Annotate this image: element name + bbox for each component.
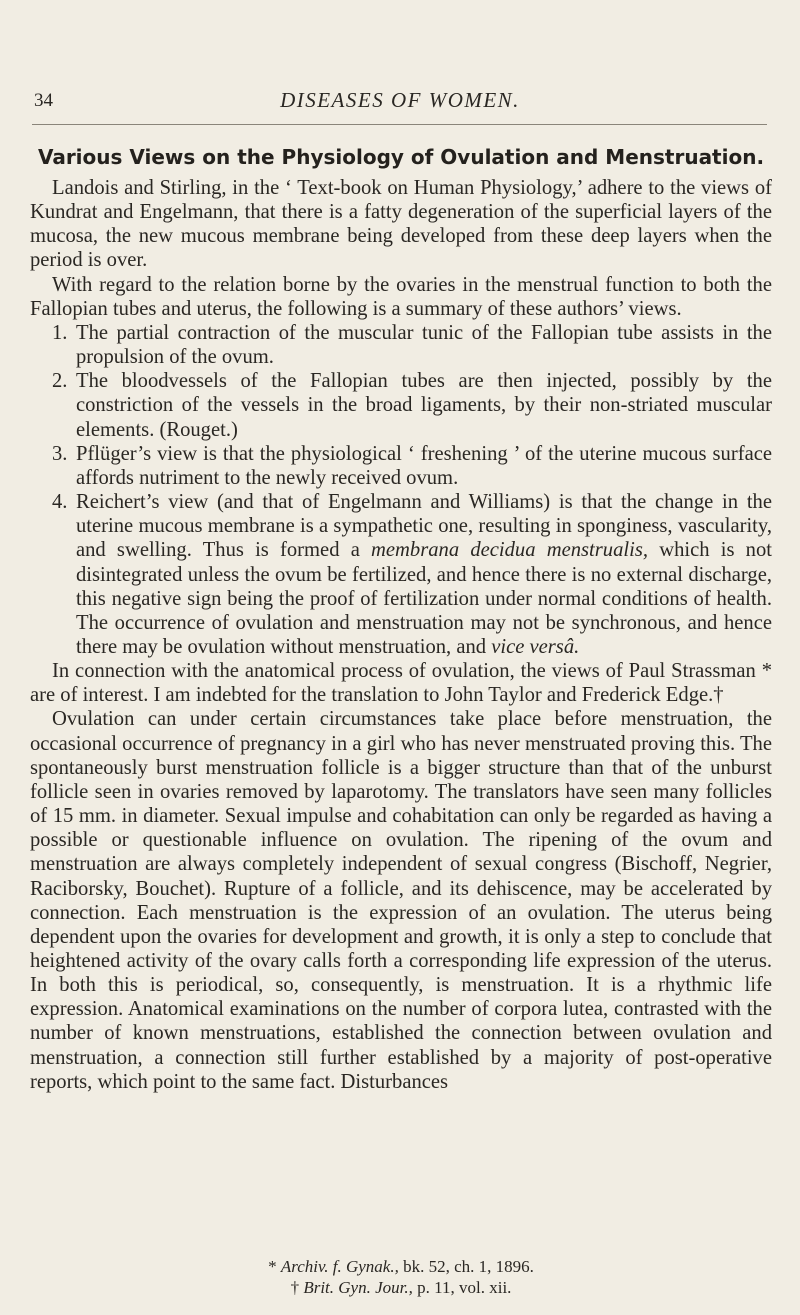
list-number: 1. (52, 321, 68, 344)
list-item-text: The bloodvessels of the Fallopian tubes are then injected, possibly by the constriction of the vessels in the broad ligaments, by their non-striated muscular elements. (Rouget.) (76, 370, 772, 441)
list-item-text: Reichert’s view (and that of Engelmann and Williams) is that the change in the uterine mucous membrane is a sympathetic one, resulting in sponginess, vascularity, and swelling. Thus is formed a (76, 491, 772, 562)
paragraph: Ovulation can under certain circumstances take place before menstruation, the occasional occurrence of pregnancy in a girl who has never menstruated proving this. The spontaneously burst menstruation follicle is a bigger structure than that of the unburst follicle seen in ovaries removed by laparotomy. The translators have seen many follicles of 15 mm. in diameter. Sexual impulse and cohabitation can only be regarded as having a possible or questionable influence on ovulation. The ripening of the ovum and menstruation are always completely independent of sexual congress (Bischoff, Negrier, Raciborsky, Bouchet). Rupture of a follicle, and its dehiscence, may be accelerated by connection. Each menstruation is the expression of an ovulation. The uterus being dependent upon the ovaries for development and growth, it is only a step to conclude that heightened activity of the ovary calls forth a corresponding life expression of the uterus. In both this is periodical, so, consequently, is menstruation. It is a rhythmic life expression. Anatomical examinations on the number of corpora lutea, contrasted with the number of known menstruations, established the connection between ovulation and menstruation, a connection still further established by a majority of post-operative reports, which point to the same fact. Disturbances (30, 708, 772, 1093)
footnote-text: p. 11, vol. xii. (412, 1278, 512, 1297)
header-rule (32, 124, 767, 125)
list-item-text: The partial contraction of the muscular tunic of the Fallopian tube assists in the propulsion of the ovum. (76, 321, 772, 369)
footnote-mark: * (268, 1257, 281, 1276)
body-text (30, 176, 772, 1094)
paragraph: With regard to the relation borne by the ovaries in the menstrual function to both the Fallopian tubes and uterus, the following is a summary of these authors’ views. (30, 273, 772, 320)
paragraph: Landois and Stirling, in the ‘ Text-book on Human Physiology,’ adhere to the views of Kundrat and Engelmann, that there is a fatty degeneration of the superficial layers of the mucosa, the new mucous membrane being developed from these deep layers when the period is over. (30, 177, 772, 272)
list-item (30, 321, 772, 369)
running-title: DISEASES OF WOMEN. (280, 88, 520, 112)
page-header (30, 86, 770, 116)
italic-term: vice versâ. (491, 635, 580, 658)
footnotes (30, 1256, 772, 1298)
footnote (30, 1277, 772, 1298)
list-number: 2. (52, 370, 68, 393)
list-number: 3. (52, 442, 68, 465)
footnote-title: Brit. Gyn. Jour., (303, 1278, 413, 1297)
list-item (30, 442, 772, 490)
footnote-title: Archiv. f. Gynak., (280, 1257, 399, 1276)
list-item (30, 490, 772, 659)
list-item-text: Pflüger’s view is that the physiological ‘ freshening ’ of the uterine mucous surface affords nutriment to the newly received ovum. (76, 442, 772, 489)
footnote-mark: † (290, 1278, 304, 1297)
footnote (30, 1256, 772, 1277)
section-heading: Various Views on the Physiology of Ovulation and Menstruation. (37, 145, 765, 169)
page-number: 34 (34, 90, 53, 111)
italic-term: membrana decidua menstrualis, (371, 539, 648, 562)
list-number: 4. (52, 491, 68, 514)
footnote-text: bk. 52, ch. 1, 1896. (398, 1257, 534, 1276)
list-item (30, 369, 772, 441)
paragraph: In connection with the anatomical process of ovulation, the views of Paul Strassman * are of interest. I am indebted for the translation to John Taylor and Frederick Edge.† (30, 660, 772, 707)
list-item-text: which is not disintegrated unless the ovum be fertilized, and hence there is no external discharge, this negative sign being the proof of fertilization under normal conditions of health. The occurrence of ovulation and menstruation may not be synchronous, and hence there may be ovulation without menstruation, and (76, 539, 772, 658)
